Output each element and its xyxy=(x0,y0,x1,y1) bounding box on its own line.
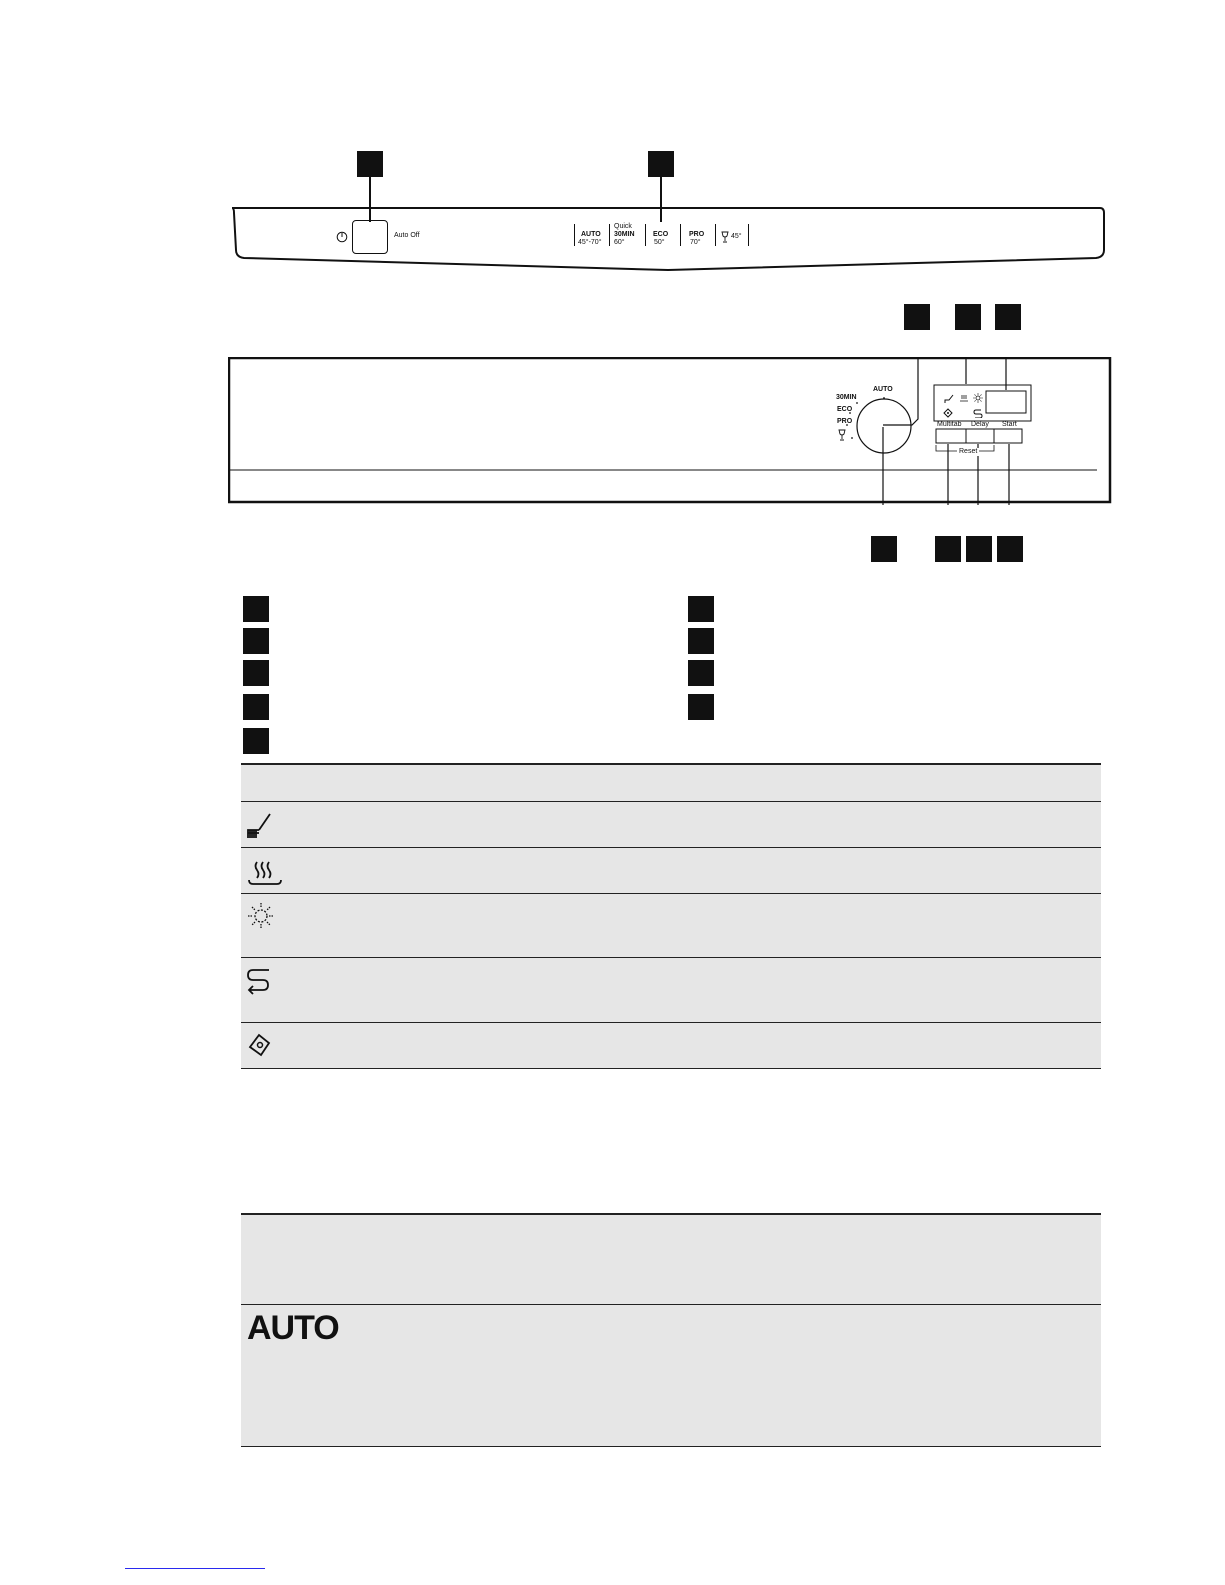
callout-marker-9 xyxy=(997,536,1023,562)
start-label: Start xyxy=(1002,421,1017,428)
programme-separator xyxy=(609,224,610,246)
symbols-table-row xyxy=(241,1023,1101,1069)
programme-quick-name: 30MIN xyxy=(614,231,635,238)
programme-pro-temp: 70° xyxy=(690,239,701,246)
glass-icon xyxy=(838,428,846,440)
legend-marker-1 xyxy=(243,596,269,622)
programme-pro-name: PRO xyxy=(689,231,705,238)
legend-marker-4 xyxy=(243,694,269,720)
rinse-icon xyxy=(245,964,285,1004)
dial-label-eco: ECO xyxy=(837,406,853,413)
programme-separator xyxy=(748,224,749,246)
glass-icon xyxy=(721,230,729,242)
delay-label: Delay xyxy=(971,421,989,428)
sun-icon xyxy=(973,390,983,400)
callout-marker-4 xyxy=(955,304,981,330)
programme-separator xyxy=(574,224,575,246)
programme-eco-temp: 50° xyxy=(654,239,665,246)
start-button[interactable] xyxy=(994,429,1022,443)
dial-label-pro: PRO xyxy=(837,418,853,425)
programme-separator xyxy=(680,224,681,246)
programmes-table-row-auto xyxy=(241,1305,1101,1447)
callout-marker-2 xyxy=(648,151,674,177)
multitab-icon xyxy=(245,1029,285,1069)
symbols-table-row xyxy=(241,958,1101,1023)
programme-auto-name: AUTO xyxy=(581,231,601,238)
on-off-button[interactable] xyxy=(352,220,388,254)
multitab-button[interactable] xyxy=(936,429,966,443)
programme-separator xyxy=(645,224,646,246)
auto-programme-label: AUTO xyxy=(247,1309,339,1347)
callout-marker-5 xyxy=(995,304,1021,330)
multitab-icon xyxy=(943,405,953,415)
programme-dial[interactable] xyxy=(857,400,911,454)
legend-marker-7 xyxy=(688,628,714,654)
symbols-table-row xyxy=(241,848,1101,894)
legend-marker-8 xyxy=(688,660,714,686)
footer-link-underline[interactable] xyxy=(125,1568,265,1569)
programme-quick-top: Quick xyxy=(614,223,632,230)
callout-marker-7 xyxy=(935,536,961,562)
reset-label: Reset xyxy=(959,448,978,455)
symbols-table-row xyxy=(241,894,1101,958)
legend-marker-2 xyxy=(243,628,269,654)
legend-marker-9 xyxy=(688,694,714,720)
brush-icon xyxy=(245,808,285,848)
callout-marker-6 xyxy=(871,536,897,562)
dial-label-30min: 30MIN xyxy=(836,394,857,401)
programme-auto-temp: 45°-70° xyxy=(578,239,602,246)
legend-marker-5 xyxy=(243,728,269,754)
legend-marker-6 xyxy=(688,596,714,622)
dial-label-auto: AUTO xyxy=(873,386,893,393)
drying-icon xyxy=(245,854,285,894)
display-screen xyxy=(986,391,1026,413)
rinse-icon xyxy=(973,405,983,415)
power-icon xyxy=(336,230,348,242)
delay-button[interactable] xyxy=(966,429,994,443)
programme-glass-temp: 45° xyxy=(731,233,742,240)
drying-icon xyxy=(959,390,969,400)
sun-icon xyxy=(245,900,285,940)
callout-marker-1 xyxy=(357,151,383,177)
symbols-table-row xyxy=(241,802,1101,848)
programme-eco-name: ECO xyxy=(653,231,669,238)
programmes-table-header-row xyxy=(241,1215,1101,1305)
callout-marker-3 xyxy=(904,304,930,330)
brush-icon xyxy=(944,391,954,401)
programme-quick-temp: 60° xyxy=(614,239,625,246)
legend-marker-3 xyxy=(243,660,269,686)
multitab-label: Multitab xyxy=(937,421,962,428)
callout-marker-8 xyxy=(966,536,992,562)
programme-separator xyxy=(715,224,716,246)
symbols-table-header-row xyxy=(241,765,1101,802)
auto-off-label: Auto Off xyxy=(394,232,420,239)
